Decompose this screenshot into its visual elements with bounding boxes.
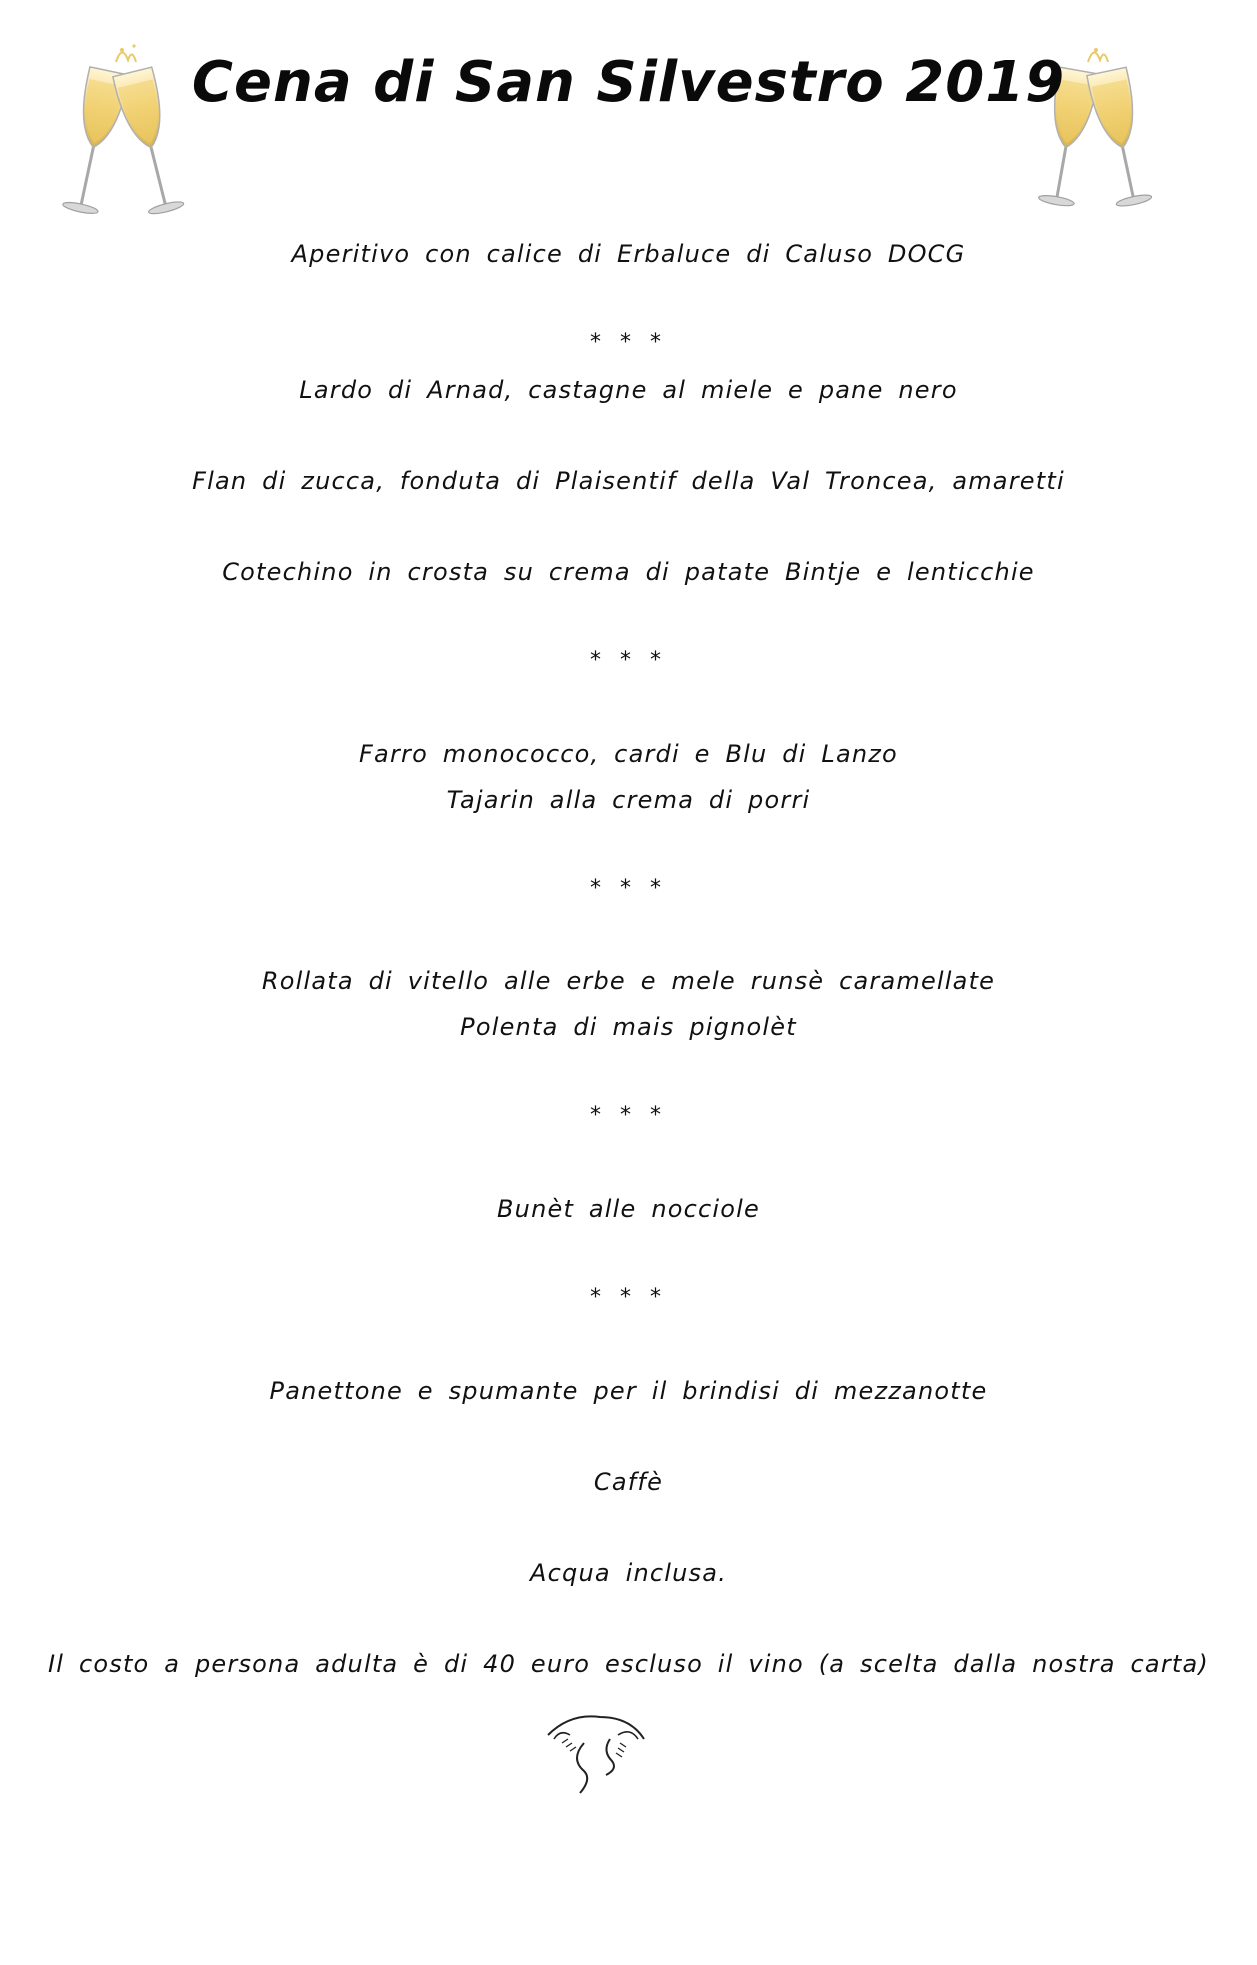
- section-separator: * * *: [590, 330, 667, 355]
- menu-item-dolce: Bunèt alle nocciole: [497, 1195, 760, 1223]
- menu-item-secondo: Polenta di mais pignolèt: [460, 1013, 797, 1041]
- menu-item-finale: Panettone e spumante per il brindisi di mezzanotte: [269, 1377, 988, 1405]
- menu-item-primo: Tajarin alla crema di porri: [446, 786, 811, 814]
- menu-item-secondo: Rollata di vitello alle erbe e mele runsè caramellate: [261, 967, 996, 995]
- section-separator: * * *: [590, 1285, 667, 1310]
- menu-item-finale: Acqua inclusa.: [530, 1559, 727, 1587]
- price-note: Il costo a persona adulta è di 40 euro escluso il vino (a scelta dalla nostra carta): [47, 1650, 1209, 1678]
- menu-item-antipasto: Lardo di Arnad, castagne al miele e pane nero: [299, 376, 958, 404]
- menu-item-antipasto: Cotechino in crosta su crema di patate Bintje e lenticchie: [222, 558, 1035, 586]
- section-separator: * * *: [590, 1103, 667, 1128]
- menu-item-aperitivo: Aperitivo con calice di Erbaluce di Caluso DOCG: [291, 240, 966, 268]
- menu-item-finale: Caffè: [593, 1468, 664, 1496]
- menu-item-primo: Farro monococco, cardi e Blu di Lanzo: [359, 740, 898, 768]
- page-title: Cena di San Silvestro 2019: [191, 50, 1066, 115]
- section-separator: * * *: [590, 876, 667, 901]
- section-separator: * * *: [590, 648, 667, 673]
- restaurant-logo-icon: [540, 1705, 650, 1800]
- menu-item-antipasto: Flan di zucca, fonduta di Plaisentif della Val Troncea, amaretti: [192, 467, 1065, 495]
